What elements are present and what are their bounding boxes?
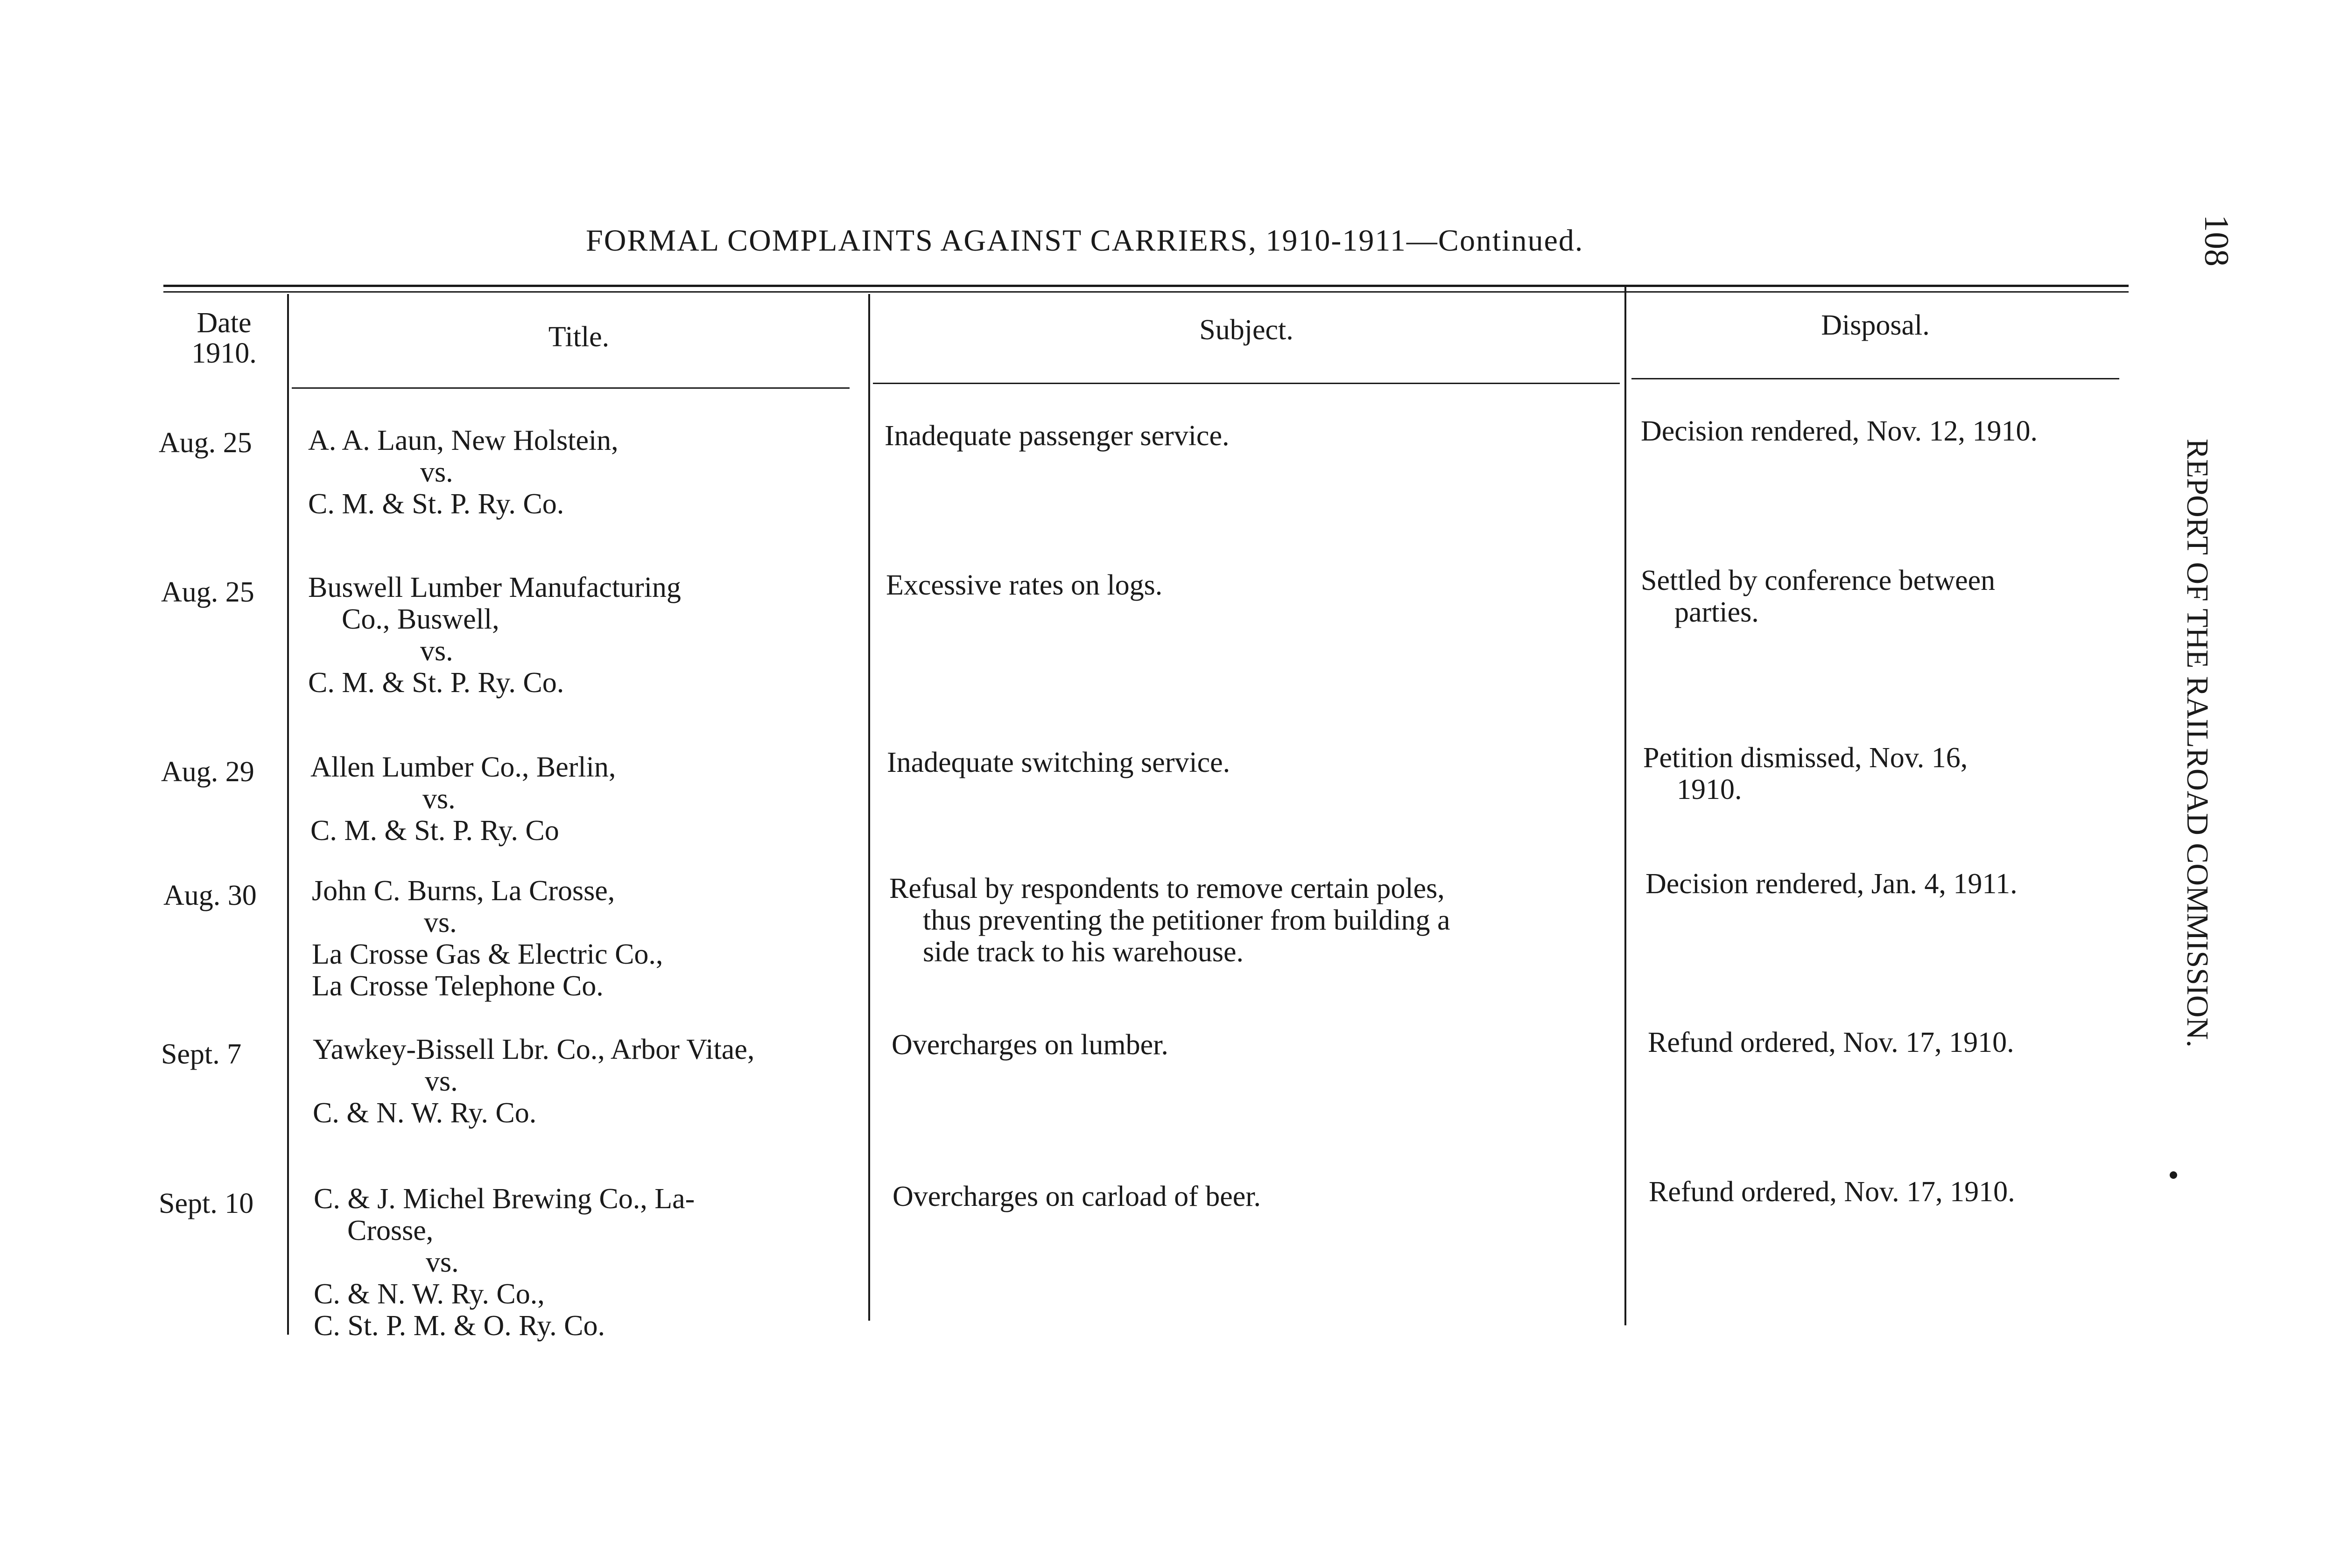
row-6-title: [314, 1183, 695, 1342]
header-disposal: Disposal.: [1821, 309, 1930, 341]
row-1-title-line-3: C. M. & St. P. Ry. Co.: [308, 488, 564, 520]
row-1-date: Aug. 25: [159, 427, 252, 459]
row-2-subject: [886, 569, 1162, 601]
row-6-title-line-3: vs.: [426, 1246, 459, 1278]
row-2-title-line-1-text: Buswell Lumber Manufacturing: [308, 572, 681, 603]
row-1-title-line-1: A. A. Laun, New Holstein,: [308, 425, 619, 456]
row-5-date: Sept. 7: [161, 1038, 242, 1070]
row-1-title: [308, 425, 619, 520]
col-divider-title: [868, 294, 870, 1321]
row-6-title-line-4: C. & N. W. Ry. Co.,: [314, 1278, 545, 1310]
header-subject: Subject.: [1199, 314, 1294, 346]
row-2-title-line-4: C. M. & St. P. Ry. Co.: [308, 667, 564, 699]
header-date-year: 1910.: [191, 337, 257, 370]
row-2-disposal-line-2: parties.: [1674, 596, 1759, 628]
row-4-date: Aug. 30: [163, 880, 257, 911]
row-4-title: [312, 875, 663, 1002]
row-3-title: [310, 751, 616, 847]
row-4-subject-line-3: side track to his warehouse.: [923, 936, 1244, 968]
row-1-disposal-line-1: Decision rendered, Nov. 12, 1910.: [1641, 415, 2038, 447]
row-3-subject-line-1: Inadequate switching service.: [887, 747, 1230, 778]
row-1-disposal: [1641, 415, 2038, 447]
row-4-title-line-2: vs.: [424, 907, 457, 938]
running-head: REPORT OF THE RAILROAD COMMISSION.: [2180, 439, 2214, 1048]
row-1-subject-line-1: Inadequate passenger service.: [885, 420, 1230, 452]
row-3-title-line-3: C. M. & St. P. Ry. Co: [310, 815, 559, 847]
row-2-title-line-1: [308, 572, 857, 603]
row-5-title-line-1: Yawkey-Bissell Lbr. Co., Arbor Vitae,: [313, 1034, 755, 1065]
row-6-title-line-5: C. St. P. M. & O. Ry. Co.: [314, 1310, 605, 1342]
row-6-title-line-2: Crosse,: [347, 1215, 434, 1246]
row-4-title-line-1: John C. Burns, La Crosse,: [312, 875, 615, 907]
row-6-subject-line-1: Overcharges on carload of beer.: [893, 1181, 1261, 1212]
row-4-title-line-4: La Crosse Telephone Co.: [312, 970, 604, 1002]
page-title: FORMAL COMPLAINTS AGAINST CARRIERS, 1910-1911—Continued.: [586, 224, 1584, 258]
row-5-disposal: [1648, 1027, 2014, 1058]
row-3-subject: [887, 747, 1230, 778]
col-divider-date: [287, 294, 289, 1335]
row-4-subject: [889, 873, 1450, 968]
row-3-disposal-line-1: Petition dismissed, Nov. 16,: [1643, 742, 1968, 774]
header-rule-disposal: [1631, 378, 2119, 379]
row-3-title-line-1: Allen Lumber Co., Berlin,: [310, 751, 616, 783]
row-4-disposal-line-1: Decision rendered, Jan. 4, 1911.: [1645, 868, 2018, 900]
row-2-subject-line-1: Excessive rates on logs.: [886, 569, 1163, 601]
row-4-disposal: [1645, 868, 2018, 900]
row-3-date: Aug. 29: [161, 756, 254, 788]
row-6-subject: [893, 1181, 1261, 1212]
row-5-title-line-2: vs.: [425, 1065, 458, 1097]
row-6-disposal: [1649, 1176, 2015, 1208]
row-6-title-line-1: C. & J. Michel Brewing Co., La-: [314, 1183, 695, 1215]
row-5-title-line-3: C. & N. W. Ry. Co.: [313, 1097, 537, 1129]
row-5-subject-line-1: Overcharges on lumber.: [892, 1029, 1168, 1061]
col-divider-subject: [1624, 285, 1626, 1325]
row-1-title-line-2: vs.: [420, 456, 453, 488]
header-date: [168, 308, 280, 369]
row-3-disposal-line-2: 1910.: [1677, 774, 1742, 805]
row-2-title: [308, 572, 857, 699]
row-2-disposal-line-1: Settled by conference between: [1641, 565, 1996, 596]
row-6-disposal-line-1: Refund ordered, Nov. 17, 1910.: [1649, 1176, 2015, 1208]
row-2-date: Aug. 25: [161, 576, 254, 608]
top-rule-upper: [163, 285, 2129, 287]
top-rule-lower: [163, 291, 2129, 293]
header-rule-subject: [873, 383, 1620, 384]
row-4-title-line-3: La Crosse Gas & Electric Co.,: [312, 938, 663, 970]
header-rule-title: [292, 387, 850, 389]
row-1-subject: [885, 420, 1229, 452]
row-2-disposal: [1641, 565, 1995, 628]
row-6-date: Sept. 10: [159, 1188, 254, 1219]
page-number: 108: [2197, 215, 2236, 266]
row-4-subject-line-2: thus preventing the petitioner from building a: [923, 904, 1450, 936]
ornament-dot: [2170, 1171, 2177, 1179]
row-3-title-line-2: vs.: [422, 783, 456, 815]
row-2-title-line-2: Co., Buswell,: [342, 603, 499, 635]
row-5-subject: [892, 1029, 1168, 1061]
row-2-title-line-3: vs.: [420, 635, 453, 667]
header-title: Title.: [548, 321, 610, 353]
row-3-disposal: [1643, 742, 1968, 805]
row-5-disposal-line-1: Refund ordered, Nov. 17, 1910.: [1648, 1027, 2014, 1058]
header-date-label: Date: [197, 307, 252, 339]
row-4-subject-line-1: Refusal by respondents to remove certain poles,: [889, 873, 1445, 904]
row-5-title: [313, 1034, 754, 1129]
